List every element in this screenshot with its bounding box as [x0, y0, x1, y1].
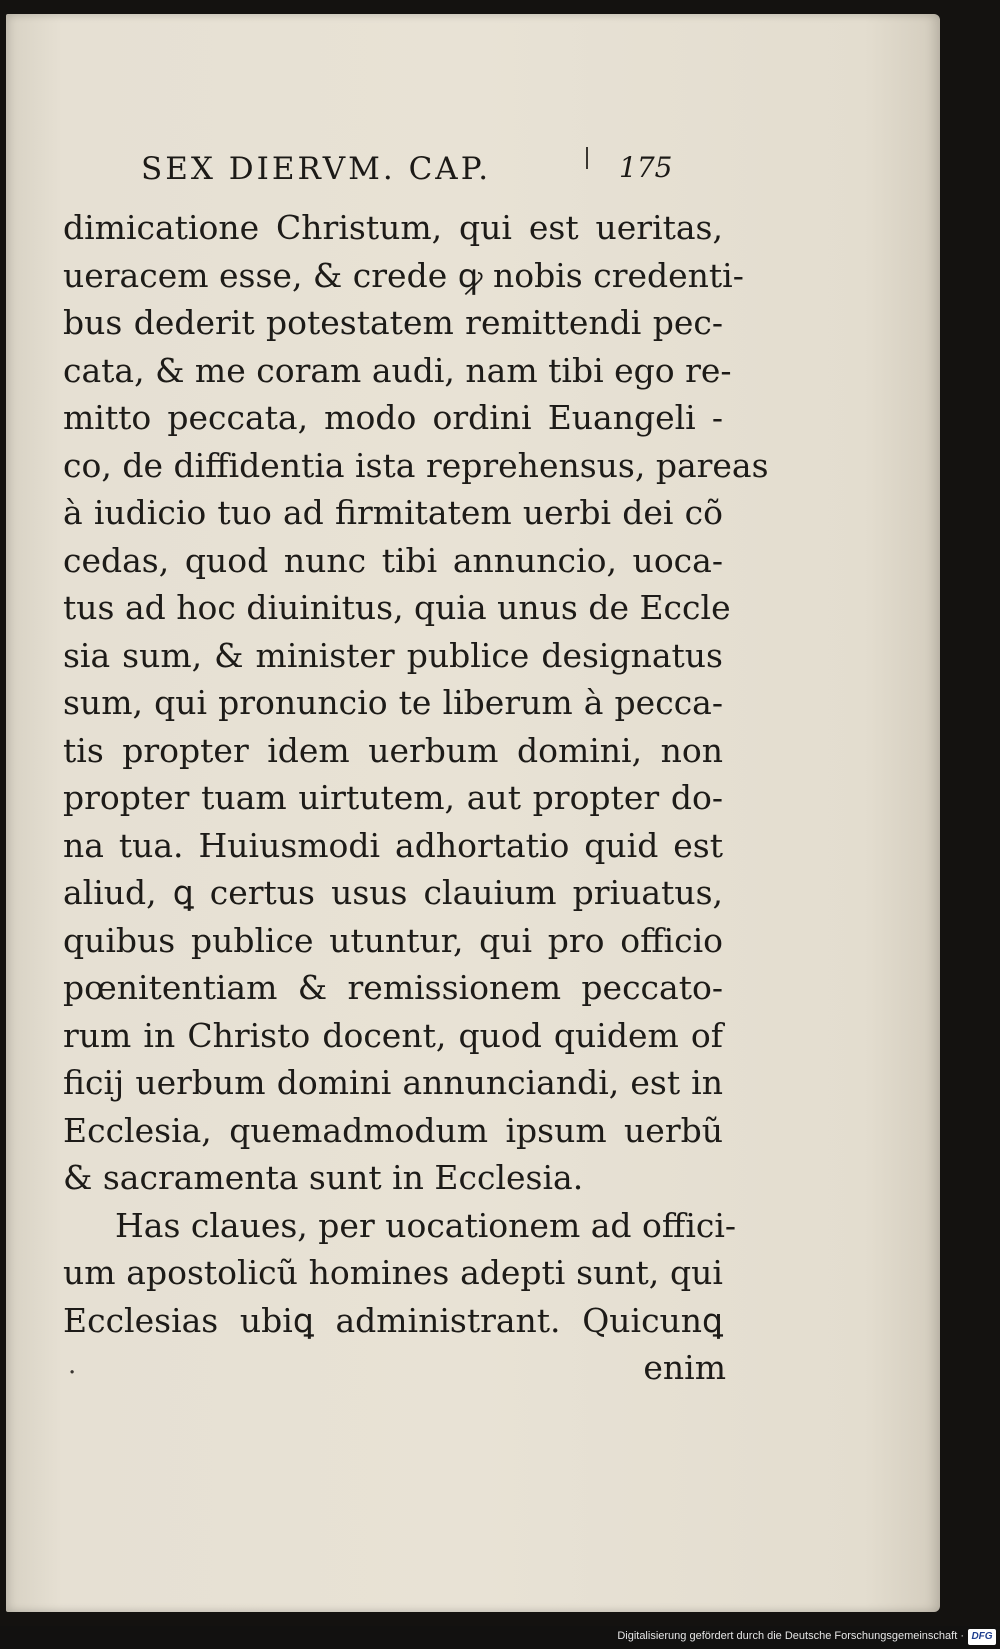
signature-mark: · — [68, 1358, 77, 1388]
text-line: tis propter idem uerbum domini, non — [63, 730, 723, 770]
running-head — [141, 147, 701, 191]
catchword: enim — [643, 1348, 726, 1387]
text-block — [63, 204, 769, 1392]
text-line: co, de diffidentia ista reprehensus, pareas — [63, 445, 769, 485]
text-line: Ecclesias ubiꝗ administrant. Quicunꝗ — [63, 1300, 723, 1340]
text-line: rum in Christo docent, quod quidem of — [63, 1015, 723, 1055]
text-line: dimicatione Christum, qui est ueritas, — [63, 208, 723, 247]
book-page — [6, 14, 940, 1612]
text-line: ueracem esse, & crede ꝙ nobis credenti- — [63, 255, 744, 295]
text-line: um apostolicũ homines adepti sunt, qui — [63, 1253, 723, 1292]
text-line: mitto peccata, modo ordini Euangeli - — [63, 398, 723, 437]
footer-bar — [0, 1626, 1000, 1649]
text-line: cata, & me coram audi, nam tibi ego re- — [63, 350, 732, 390]
text-line: sia sum, & minister publice designatus — [63, 635, 723, 675]
text-line: Ecclesia, quemadmodum ipsum uerbũ — [63, 1110, 723, 1150]
text-line: pœnitentiam & remissionem peccato- — [63, 968, 723, 1007]
rule-mark — [586, 147, 588, 169]
paragraph-start-line: Has claues, per uocationem ad offici- — [115, 1205, 737, 1245]
text-line: cedas, quod nunc tibi annuncio, uoca- — [63, 540, 723, 580]
funding-credit: Digitalisierung gefördert durch die Deutsche Forschungsgemeinschaft · — [617, 1630, 964, 1642]
text-line: & sacramenta sunt in Ecclesia. — [63, 1158, 584, 1197]
text-line: bus dederit potestatem remittendi pec- — [63, 303, 723, 342]
running-title: SEX DIERVM. CAP. — [141, 151, 492, 187]
catchword-row — [63, 1344, 726, 1392]
text-line: sum, qui pronuncio te liberum à pecca- — [63, 683, 723, 722]
text-line: aliud, ꝗ certus usus clauium priuatus, — [63, 873, 723, 912]
text-line: ficij uerbum domini annunciandi, est in — [63, 1063, 723, 1102]
text-line: quibus publice utuntur, qui pro officio — [63, 920, 723, 960]
text-line: tus ad hoc diuinitus, quia unus de Eccle — [63, 588, 731, 627]
text-line: à iudicio tuo ad firmitatem uerbi dei cõ — [63, 493, 723, 532]
dfg-logo: DFG — [968, 1629, 996, 1645]
text-line: na tua. Huiusmodi adhortatio quid est — [63, 825, 723, 865]
text-line: propter tuam uirtutem, aut propter do- — [63, 778, 723, 817]
page-number: 175 — [619, 151, 673, 184]
